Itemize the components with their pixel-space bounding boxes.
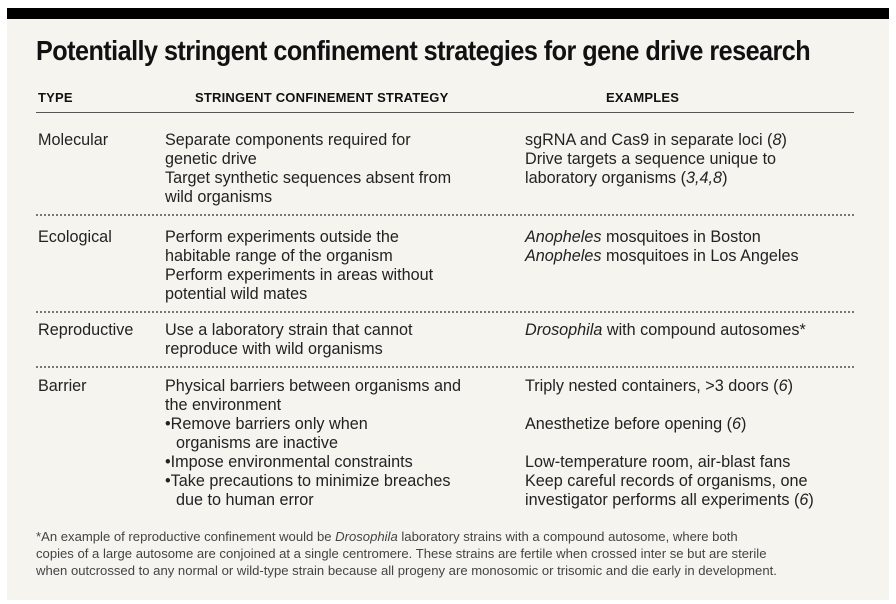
row-strategy-barrier xyxy=(165,377,461,510)
row-examples-ecological xyxy=(525,228,799,266)
strategy-line: Physical barriers between organisms and xyxy=(165,377,462,395)
example-line: Drosophila with compound autosomes* xyxy=(525,321,806,339)
strategy-line: Target synthetic sequences absent from xyxy=(165,169,452,187)
footnote-line: *An example of reproductive confinement would be Drosophila laboratory strains with a compound autosome, where both xyxy=(36,529,738,544)
strategy-line: due to human error xyxy=(176,491,314,509)
row-divider xyxy=(36,311,854,313)
row-strategy-ecological xyxy=(165,228,433,304)
strategy-bullet: •Remove barriers only when xyxy=(165,415,368,433)
table-title: Potentially stringent confinement strategies for gene drive research xyxy=(36,35,811,66)
strategy-line: Use a laboratory strain that cannot xyxy=(165,321,413,339)
row-type-reproductive: Reproductive xyxy=(38,321,134,339)
strategy-line: reproduce with wild organisms xyxy=(165,340,383,358)
header-type: TYPE xyxy=(38,90,73,105)
footnote-line: when outcrossed to any normal or wild-type strain because all progeny are monosomic or trisomic and die early in development. xyxy=(36,563,777,578)
strategy-line: habitable range of the organism xyxy=(165,247,393,265)
strategy-line: Perform experiments outside the xyxy=(165,228,399,246)
example-line: Anopheles mosquitoes in Los Angeles xyxy=(525,247,799,265)
example-line: Drive targets a sequence unique to xyxy=(525,150,777,168)
strategy-bullet: •Impose environmental constraints xyxy=(165,453,413,471)
strategy-line: genetic drive xyxy=(165,150,257,168)
strategy-line: wild organisms xyxy=(165,188,273,206)
example-line-records: Keep careful records of organisms, one investigator performs all experiments (6) xyxy=(525,472,814,509)
row-examples-molecular xyxy=(525,131,787,188)
header-examples: EXAMPLES xyxy=(606,90,680,105)
strategy-line: the environment xyxy=(165,396,282,414)
row-type-barrier: Barrier xyxy=(38,377,87,395)
example-line: sgRNA and Cas9 in separate loci (8) xyxy=(525,131,787,149)
row-strategy-molecular xyxy=(165,131,451,207)
row-divider xyxy=(36,214,854,216)
footnote-line: copies of a large autosome are conjoined at a single centromere. These strains are fertile when crossed inter se but are sterile xyxy=(36,546,767,561)
strategy-line: potential wild mates xyxy=(165,285,308,303)
row-type-molecular: Molecular xyxy=(38,131,109,149)
header-strategy: STRINGENT CONFINEMENT STRATEGY xyxy=(195,90,449,105)
header-rule xyxy=(36,112,854,113)
row-strategy-reproductive xyxy=(165,321,412,359)
strategy-line: organisms are inactive xyxy=(176,434,338,452)
example-line-lowtemp: Low-temperature room, air-blast fans xyxy=(525,453,791,471)
example-line: Anopheles mosquitoes in Boston xyxy=(525,228,761,246)
strategy-line: Perform experiments in areas without xyxy=(165,266,434,284)
example-line: laboratory organisms (3,4,8) xyxy=(525,169,728,187)
row-type-ecological: Ecological xyxy=(38,228,112,246)
example-line-anesthetize: Anesthetize before opening (6) xyxy=(525,415,747,433)
example-line-containers: Triply nested containers, >3 doors (6) xyxy=(525,377,793,395)
row-examples-reproductive xyxy=(525,321,806,340)
footnote xyxy=(36,528,866,579)
row-divider xyxy=(36,366,854,368)
strategy-bullet: •Take precautions to minimize breaches xyxy=(165,472,451,490)
strategy-line: Separate components required for xyxy=(165,131,411,149)
